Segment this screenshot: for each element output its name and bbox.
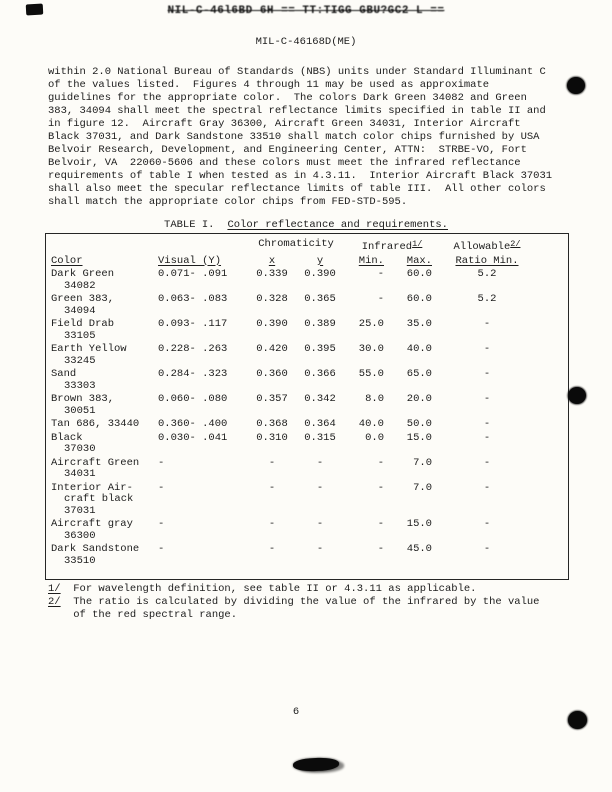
ratio-cell: - xyxy=(483,518,491,530)
hole-punch-dot-top xyxy=(567,77,585,94)
table-row xyxy=(48,318,534,343)
visual-cell: 0.228- .263 xyxy=(158,343,228,355)
y-cell: 0.366 xyxy=(304,368,336,380)
x-cell: 0.328 xyxy=(256,293,288,305)
table-column-header-row xyxy=(48,255,534,269)
color-name-cell: Dark Sandstone 33510 xyxy=(51,543,140,567)
footnote-line: 2/ The ratio is calculated by dividing the value of the infrared by the value xyxy=(48,596,540,608)
table-group-header-row xyxy=(48,238,534,255)
ir_max-cell: 50.0 xyxy=(406,418,432,430)
color-name-cell: Field Drab 33105 xyxy=(51,318,115,342)
scan-bottom-smudge xyxy=(293,757,339,772)
table-row xyxy=(48,482,534,519)
table-row xyxy=(48,432,534,457)
ratio-cell: - xyxy=(483,456,491,469)
table-row xyxy=(48,543,534,568)
x-cell: - xyxy=(268,456,276,469)
color-name-cell: Interior Air- craft black 37031 xyxy=(51,481,134,517)
y-cell: 0.365 xyxy=(304,293,336,305)
visual-cell: - xyxy=(158,543,165,555)
y-cell: - xyxy=(316,456,324,469)
degraded-header-text: NIL-C-46l6BD 6H == TT:TIGG GBU?GC2 L == xyxy=(167,5,445,17)
ir_min-cell: - xyxy=(377,293,384,305)
ratio-cell: - xyxy=(483,431,491,444)
ir_min-cell: - xyxy=(377,518,384,530)
ir_min-cell: - xyxy=(377,268,384,280)
visual-cell: - xyxy=(158,456,165,469)
col-header-y: y xyxy=(316,254,324,267)
y-cell: - xyxy=(316,518,324,530)
ir_min-cell: 30.0 xyxy=(358,343,384,355)
body-line: in figure 12. Aircraft Gray 36300, Aircraft Green 34031, Interior Aircraft xyxy=(48,118,521,130)
body-line: guidelines for the appropriate color. The colors Dark Green 34082 and Green xyxy=(48,92,527,104)
visual-cell: 0.030- .041 xyxy=(158,431,228,444)
y-cell: 0.315 xyxy=(304,431,336,444)
x-cell: 0.310 xyxy=(256,431,288,444)
x-cell: 0.368 xyxy=(256,418,288,430)
ir_min-cell: 55.0 xyxy=(358,368,384,380)
infrared-label: Infrared xyxy=(361,241,413,253)
visual-cell: 0.284- .323 xyxy=(158,368,228,380)
color-reflectance-table xyxy=(48,238,534,568)
y-cell: 0.389 xyxy=(304,318,336,330)
ratio-cell: - xyxy=(483,418,491,430)
visual-cell: - xyxy=(158,518,165,530)
document-id: MIL-C-46168D(ME) xyxy=(255,36,357,48)
ratio-cell: - xyxy=(483,393,491,405)
ir_min-cell: - xyxy=(377,481,384,494)
col-header-min: Min. xyxy=(358,254,384,267)
ratio-cell: - xyxy=(483,368,491,380)
hole-punch-dot-middle xyxy=(568,387,586,404)
footnote-marker: 2/ xyxy=(48,596,61,608)
x-cell: 0.390 xyxy=(256,318,288,330)
empty-header-cell xyxy=(48,238,248,255)
table-row xyxy=(48,457,534,482)
y-cell: 0.390 xyxy=(304,268,336,280)
table-caption: Color reflectance and requirements. xyxy=(227,219,448,231)
x-cell: - xyxy=(268,518,276,530)
y-cell: 0.342 xyxy=(304,393,336,405)
body-line: 383, 34094 shall meet the spectral reflectance limits specified in table II and xyxy=(48,105,546,117)
color-name-cell: Green 383, 34094 xyxy=(51,293,115,317)
visual-cell: 0.063- .083 xyxy=(158,293,228,305)
ir_max-cell: 45.0 xyxy=(406,543,432,555)
ir_min-cell: - xyxy=(377,456,384,469)
ir_min-cell: 40.0 xyxy=(358,418,384,430)
y-cell: - xyxy=(316,481,324,494)
col-header-ratio-min: Ratio Min. xyxy=(455,254,519,267)
table-title xyxy=(0,219,612,231)
y-cell: - xyxy=(316,543,324,555)
body-line: Belvoir Research, Development, and Engineering Center, ATTN: STRBE-VO, Fort xyxy=(48,144,527,156)
footnote-ref-2: 2/ xyxy=(510,239,521,249)
body-line: shall match the appropriate color chips from FED-STD-595. xyxy=(48,196,408,208)
ratio-cell: - xyxy=(483,318,491,330)
table-row xyxy=(48,268,534,293)
col-header-max: Max. xyxy=(406,254,432,267)
ir_min-cell: 25.0 xyxy=(358,318,384,330)
footnote-marker: 1/ xyxy=(48,583,61,595)
x-cell: - xyxy=(268,481,276,494)
ir_max-cell: 7.0 xyxy=(413,456,432,469)
ir_max-cell: 35.0 xyxy=(406,318,432,330)
body-line: Belvoir, VA 22060-5606 and these colors must meet the infrared reflectance xyxy=(48,157,521,169)
ir_max-cell: 60.0 xyxy=(406,268,432,280)
col-header-color: Color xyxy=(51,254,83,267)
visual-cell: 0.071- .091 xyxy=(158,268,228,280)
ir_max-cell: 20.0 xyxy=(406,393,432,405)
color-name-cell: Black 37030 xyxy=(51,431,96,455)
ir_min-cell: - xyxy=(377,543,384,555)
reflectance-table xyxy=(45,233,569,580)
y-cell: 0.364 xyxy=(304,418,336,430)
ratio-cell: - xyxy=(483,543,491,555)
x-cell: 0.357 xyxy=(256,393,288,405)
table-row xyxy=(48,368,534,393)
chromaticity-group-header xyxy=(248,238,344,255)
color-name-cell: Aircraft Green 34031 xyxy=(51,456,140,480)
footnote-line: of the red spectral range. xyxy=(48,609,238,621)
chromaticity-label: Chromaticity xyxy=(258,238,334,250)
body-line: shall also meet the specular reflectance limits of table III. All other colors xyxy=(48,183,546,195)
color-name-cell: Tan 686, 33440 xyxy=(51,418,140,430)
ir_max-cell: 40.0 xyxy=(406,343,432,355)
footnotes xyxy=(48,583,568,622)
ir_max-cell: 65.0 xyxy=(406,368,432,380)
allowable-group-header xyxy=(440,238,534,255)
x-cell: 0.339 xyxy=(256,268,288,280)
body-line: of the values listed. Figures 4 through 11 may be used as approximate xyxy=(48,79,490,91)
table-row xyxy=(48,293,534,318)
ir_min-cell: 0.0 xyxy=(365,431,384,444)
table-row xyxy=(48,518,534,543)
visual-cell: - xyxy=(158,481,165,494)
x-cell: 0.360 xyxy=(256,368,288,380)
ratio-cell: 5.2 xyxy=(477,293,497,305)
ratio-cell: 5.2 xyxy=(477,268,497,280)
color-name-cell: Aircraft gray 36300 xyxy=(51,518,133,542)
table-row xyxy=(48,393,534,418)
table-body xyxy=(48,268,534,568)
body-line: Black 37031, and Dark Sandstone 33510 shall match color chips furnished by USA xyxy=(48,131,540,143)
x-cell: - xyxy=(268,543,276,555)
hole-punch-dot-bottom xyxy=(568,711,587,729)
color-name-cell: Brown 383, 30051 xyxy=(51,393,115,417)
ir_min-cell: 8.0 xyxy=(365,393,384,405)
page-number: 6 xyxy=(292,706,300,718)
footnote-ref-1: 1/ xyxy=(412,239,423,249)
color-name-cell: Earth Yellow 33245 xyxy=(51,343,127,367)
visual-cell: 0.093- .117 xyxy=(158,318,228,330)
visual-cell: 0.360- .400 xyxy=(158,418,228,430)
ratio-cell: - xyxy=(483,481,491,494)
footnote-line: 1/ For wavelength definition, see table II or 4.3.11 as applicable. xyxy=(48,583,477,595)
col-header-x: x xyxy=(268,254,276,267)
table-row xyxy=(48,418,534,432)
ir_max-cell: 60.0 xyxy=(406,293,432,305)
color-name-cell: Sand 33303 xyxy=(51,368,96,392)
color-name-cell: Dark Green 34082 xyxy=(51,268,115,292)
ir_max-cell: 7.0 xyxy=(413,481,432,494)
body-line: within 2.0 National Bureau of Standards (NBS) units under Standard Illuminant C xyxy=(48,66,546,78)
col-header-visual: Visual (Y) xyxy=(158,254,222,267)
x-cell: 0.420 xyxy=(256,343,288,355)
body-paragraph xyxy=(48,66,568,209)
visual-cell: 0.060- .080 xyxy=(158,393,228,405)
ratio-cell: - xyxy=(483,343,491,355)
y-cell: 0.395 xyxy=(304,343,336,355)
table-label: TABLE I. xyxy=(164,219,215,231)
allowable-label: Allowable xyxy=(453,241,511,253)
ir_max-cell: 15.0 xyxy=(406,518,432,530)
table-row xyxy=(48,343,534,368)
infrared-group-header xyxy=(344,238,440,255)
ir_max-cell: 15.0 xyxy=(406,431,432,444)
body-line: requirements of table I when tested as in 4.3.11. Interior Aircraft Black 37031 xyxy=(48,170,553,182)
